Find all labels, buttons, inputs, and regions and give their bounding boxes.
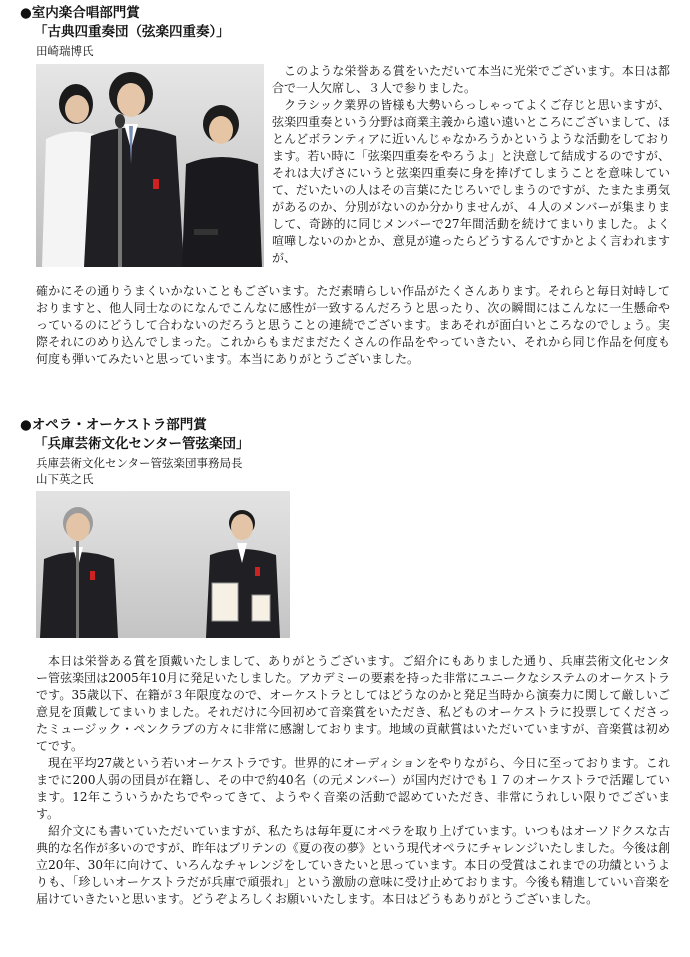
section2-heading: ●オペラ・オーケストラ部門賞 [20,417,207,433]
section1-subtitle: 「古典四重奏団（弦楽四重奏）」 [34,24,230,40]
orchestra-photo [36,491,290,638]
section2-paragraph-1: 本日は栄誉ある賞を頂戴いたしまして、ありがとうございます。ご紹介にもありました通り、兵庫芸術文化センター管弦楽団は2005年10月に発足いたしました。アカデミーの要素を持った非常にユニークなシステムのオーケストラです。35歳以下、在籍が３年限度なので、オーケストラとしてはどうなのかと発足当時から演奏力に関して厳しいご意見を頂戴してまいりました。それだけに今回初めて音楽賞をいただき、私どものオーケストラに投票してくださったミュージック・ペンクラブの方々に非常に感謝しております。地域の貢献賞はいただいていますが、音楽賞は初めてです。 [36,654,670,753]
section2-speaker: 山下英之氏 [36,472,94,486]
orchestra-photo-image [36,491,290,638]
quartet-photo [36,64,264,267]
section1-speaker: 田崎瑞博氏 [36,44,94,58]
section2-subtitle: 「兵庫芸術文化センター管弦楽団」 [34,436,250,452]
section1-heading: ●室内楽合唱部門賞 [20,5,140,21]
section1-paragraph-2: クラシック業界の皆様も大勢いらっしゃってよくご存じと思いますが、弦楽四重奏という分野は商業主義から遠い遠いところにございまして、ほとんどボランティアに近いんじゃなかろうかというような活動をしております。若い時に「弦楽四重奏をやろうよ」と決意して結成するのですが、それは大げさにいうと弦楽四重奏に身を捧げてしまうことを意味していて、だいたいの人はその言葉にたじろいでしまうのですが、たまたま勇気があるのか、分別がないのか分かりませんが、４人のメンバーが集まりまして、奇跡的に同じメンバーで27年間活動を続けてまいりました。よく喧嘩しないのかとか、意見が違ったらどうするんですかとよく言われますが、 [272,98,670,265]
section1-paragraph-3: 確かにその通りうまくいかないこともございます。ただ素晴らしい作品がたくさんあります。それらと毎日対峙しておりますと、他人同士なのになんでこんなに感性が一致するんだろうと思ったり、次の瞬間にはこんなに一生懸命やっているのにどうして合わないのだろうと思うことの連続でございます。まあそれが面白いところなのでしょう。実際それにのめり込んでしまった。これからもまだまだたくさんの作品をやっていきたい、それから同じ作品を何度も何度も弾いてみたいと思っています。本当にありがとうございました。 [36,284,670,366]
section2-paragraph-2: 現在平均27歳という若いオーケストラです。世界的にオーディションをやりながら、今日に至っております。これまでに200人弱の団員が在籍し、その中で約40名（の元メンバー）が国内だけでも１７のオーケストラで活躍しています。12年こういうかたちでやってきて、ようやく音楽の活動で認めていただき、非常にうれしい限りでございます。 [36,756,670,821]
section2-paragraph-3: 紹介文にも書いていただいていますが、私たちは毎年夏にオペラを取り上げています。いつもはオーソドクスな古典的な名作が多いのですが、昨年はブリテンの《夏の夜の夢》という現代オペラにチャレンジいたしました。今後は創立20年、30年に向けて、いろんなチャレンジをしていきたいと思っています。本日の受賞はこれまでの功績というよりも、「珍しいオーケストラだが兵庫で頑張れ」という激励の意味に受け止めております。今後も精進していい音楽を届けていきたいと思います。どうぞよろしくお願いいたします。本日はどうもありがとうございました。 [36,824,670,906]
section2-speaker-title: 兵庫芸術文化センター管弦楽団事務局長 [36,456,243,470]
section1-paragraph-1: このような栄誉ある賞をいただいて本当に光栄でございます。本日は都合で一人欠席し、３人で参りました。 [272,64,670,95]
quartet-photo-image [36,64,264,267]
